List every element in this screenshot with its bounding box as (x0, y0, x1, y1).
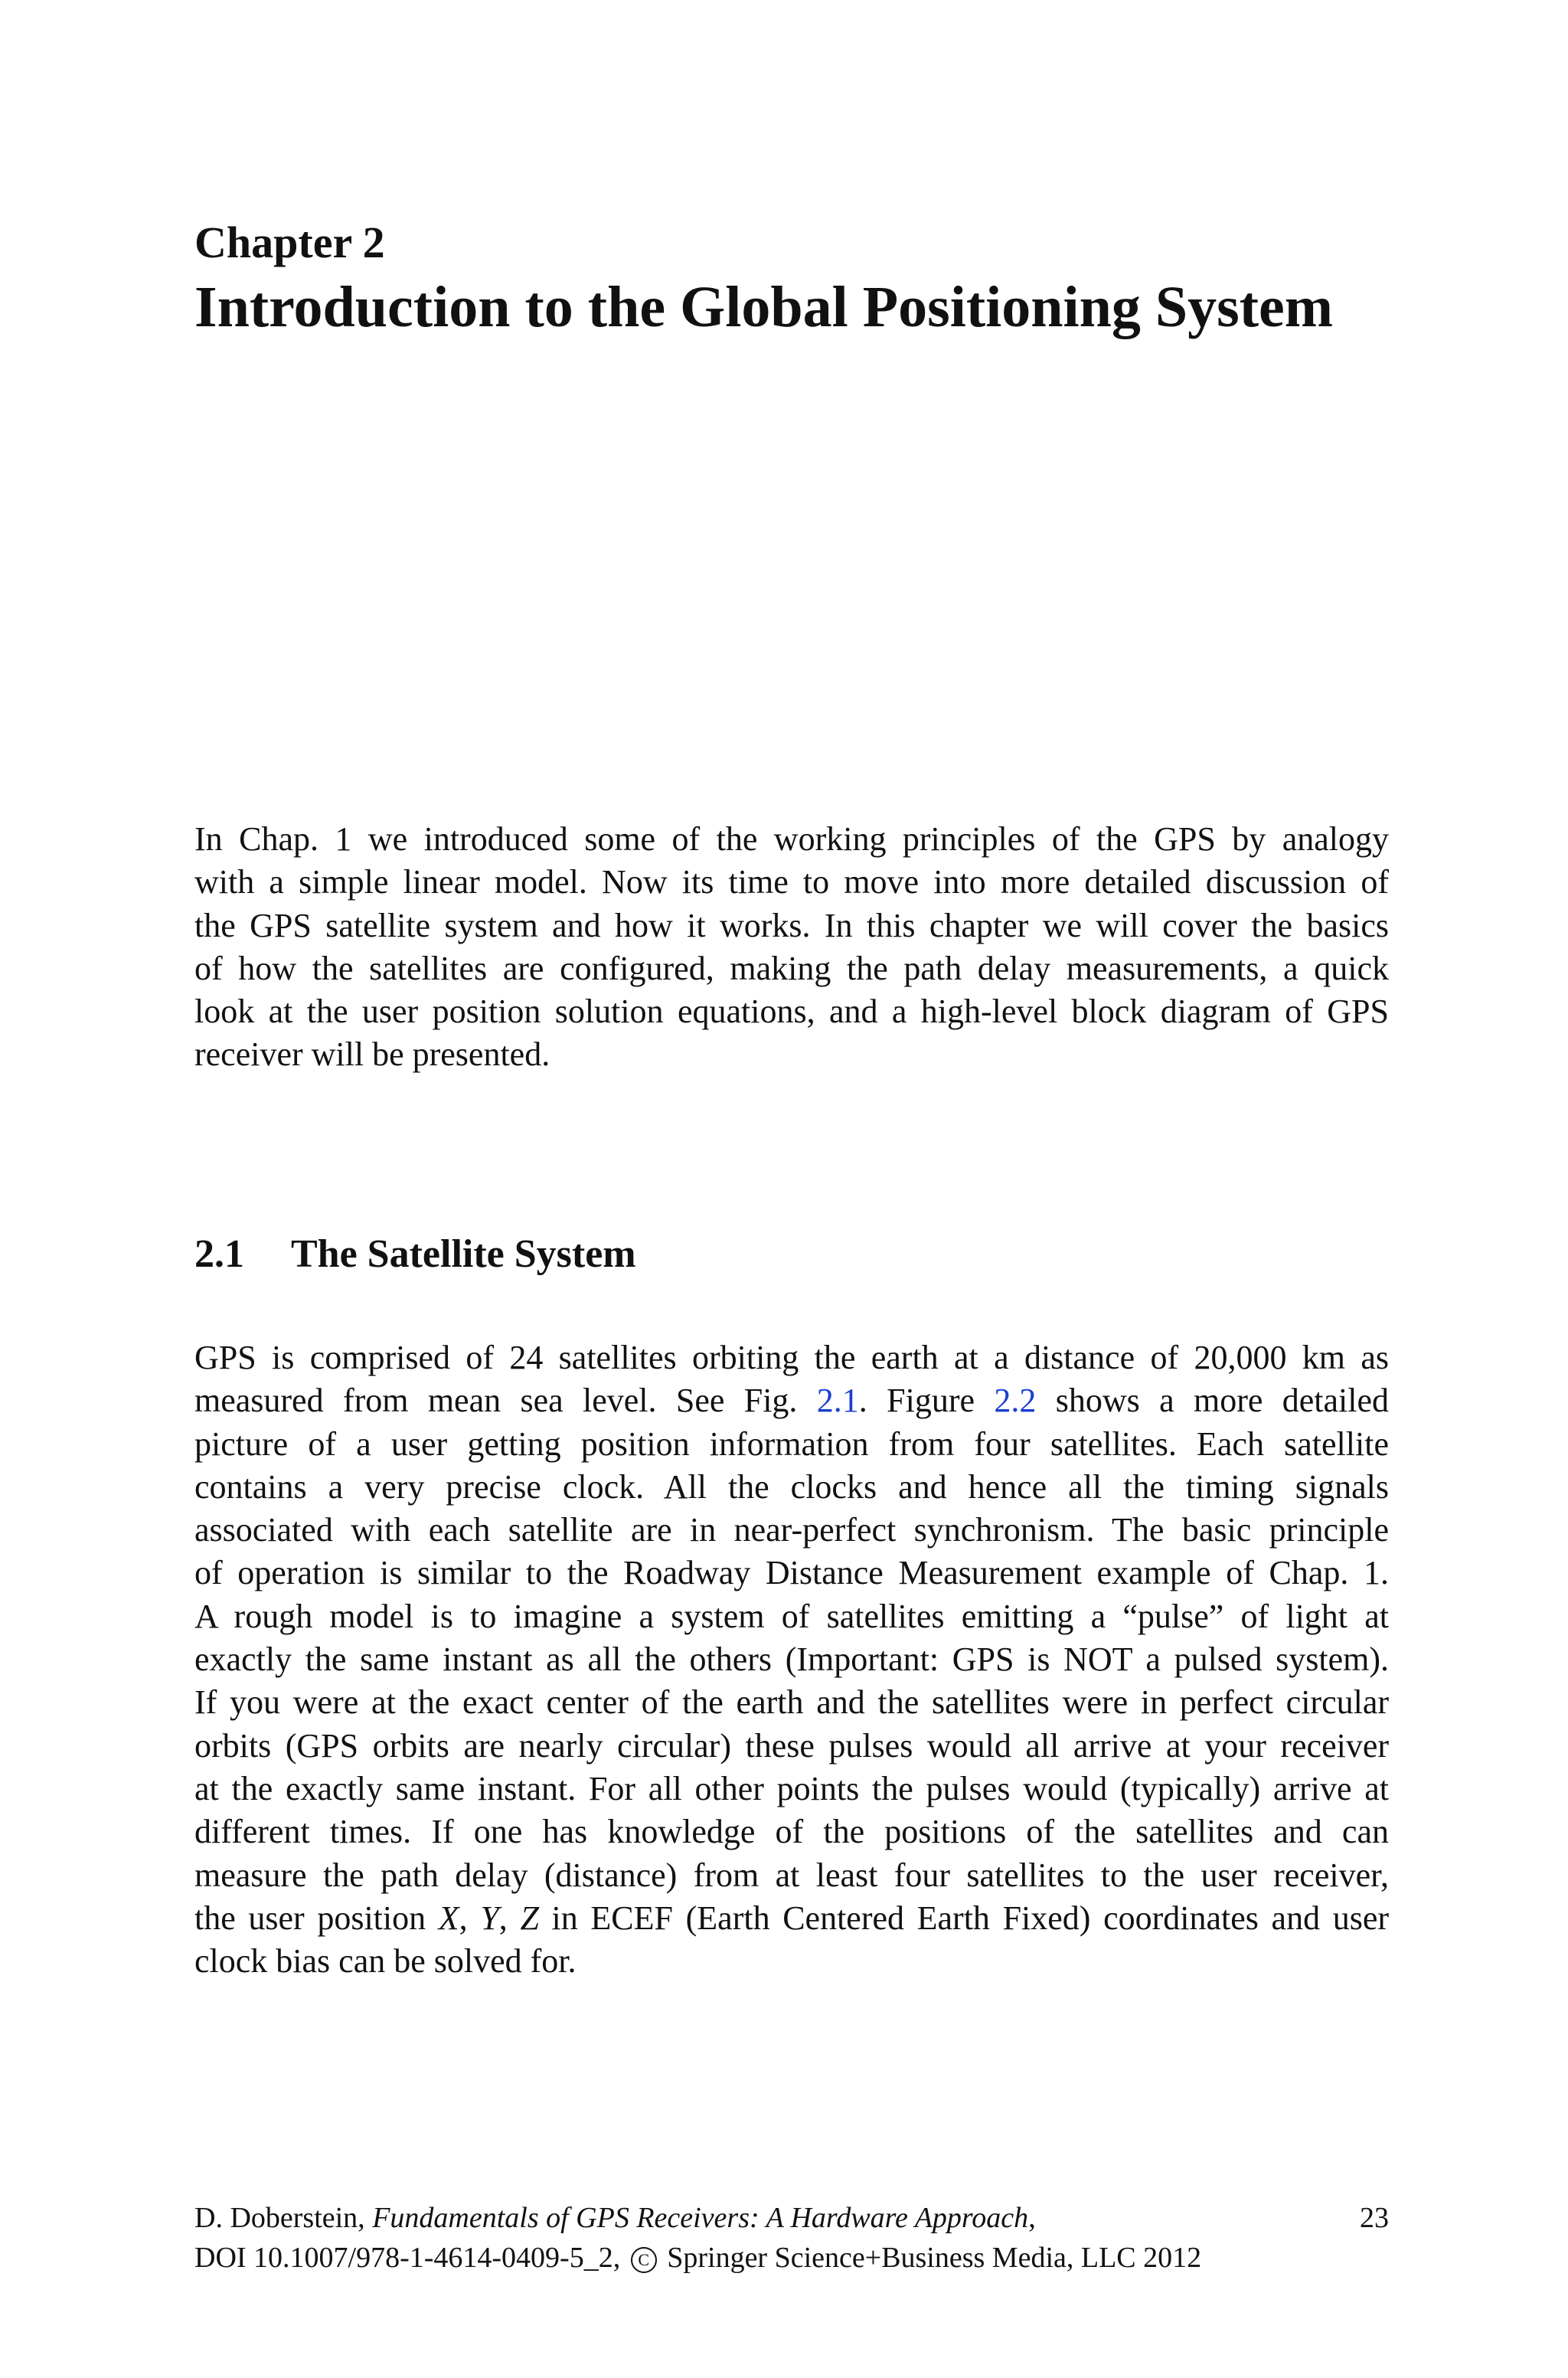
section-heading (194, 1230, 636, 1279)
intro-paragraph (194, 818, 1389, 1077)
intro-line: the GPS satellite system and how it works. In this chapter we will cover the basics (194, 906, 1389, 944)
doi-line (194, 2238, 1389, 2278)
body-line: of operation is similar to the Roadway Distance Measurement example of Chap. 1. (194, 1554, 1389, 1592)
copyright-icon: C (631, 2247, 657, 2273)
footer-comma: , (1028, 2202, 1036, 2234)
chapter-label: Chapter 2 (194, 218, 385, 267)
body-paragraph (194, 1336, 1389, 1983)
body-text: , (498, 1899, 521, 1937)
body-text: measured from mean sea level. See Fig. (194, 1382, 817, 1420)
section-number: 2.1 (194, 1232, 244, 1276)
intro-line: look at the user position solution equations, and a high-level block diagram of GPS (194, 993, 1389, 1031)
body-text: , (459, 1899, 481, 1937)
footer-doi: DOI 10.1007/978-1-4614-0409-5_2, (194, 2242, 628, 2274)
page-footer (194, 2198, 1389, 2278)
intro-line: with a simple linear model. Now its time to move into more detailed discussion of (194, 863, 1389, 901)
footer-book-title: Fundamentals of GPS Receivers: A Hardware Approach (372, 2202, 1029, 2234)
body-line (194, 1897, 1389, 1940)
page-number: 23 (1360, 2202, 1389, 2234)
chapter-title: Introduction to the Global Positioning System (194, 275, 1334, 339)
footer-author: D. Doberstein, (194, 2202, 373, 2234)
body-line: exactly the same instant as all the others (Important: GPS is NOT a pulsed system). (194, 1640, 1389, 1679)
figure-link[interactable]: 2.2 (994, 1382, 1037, 1420)
body-text: . Figure (858, 1382, 995, 1420)
intro-line: In Chap. 1 we introduced some of the working principles of the GPS by analogy (194, 820, 1389, 858)
body-text: in ECEF (Earth Centered Earth Fixed) coordinates and user (538, 1899, 1389, 1937)
figure-link[interactable]: 2.1 (816, 1382, 859, 1420)
body-line: contains a very precise clock. All the clocks and hence all the timing signals (194, 1467, 1389, 1506)
intro-line: receiver will be presented. (194, 1035, 550, 1074)
citation-line (194, 2198, 1389, 2238)
section-title: The Satellite System (291, 1232, 636, 1276)
variable-z: Z (520, 1899, 539, 1937)
body-line: clock bias can be solved for. (194, 1942, 577, 1981)
body-text: the user position (194, 1899, 439, 1937)
body-line: at the exactly same instant. For all other points the pulses would (typically) arrive at (194, 1769, 1389, 1807)
intro-line: of how the satellites are configured, making the path delay measurements, a quick (194, 949, 1389, 987)
body-line: measure the path delay (distance) from at least four satellites to the user receiver, (194, 1856, 1389, 1894)
variable-x: X (438, 1899, 459, 1937)
body-line: picture of a user getting position information from four satellites. Each satellite (194, 1425, 1389, 1463)
footer-publisher: Springer Science+Business Media, LLC 2012 (659, 2242, 1202, 2274)
body-line: different times. If one has knowledge of the positions of the satellites and can (194, 1813, 1389, 1851)
body-line: orbits (GPS orbits are nearly circular) these pulses would all arrive at your receiver (194, 1726, 1389, 1765)
body-line: A rough model is to imagine a system of satellites emitting a “pulse” of light at (194, 1597, 1389, 1635)
body-text: shows a more detailed (1036, 1382, 1389, 1420)
body-line: GPS is comprised of 24 satellites orbiting the earth at a distance of 20,000 km as (194, 1339, 1389, 1376)
body-line (194, 1379, 1389, 1422)
variable-y: Y (480, 1899, 499, 1937)
body-line: If you were at the exact center of the earth and the satellites were in perfect circular (194, 1683, 1389, 1722)
body-line: associated with each satellite are in near-perfect synchronism. The basic principle (194, 1511, 1389, 1549)
